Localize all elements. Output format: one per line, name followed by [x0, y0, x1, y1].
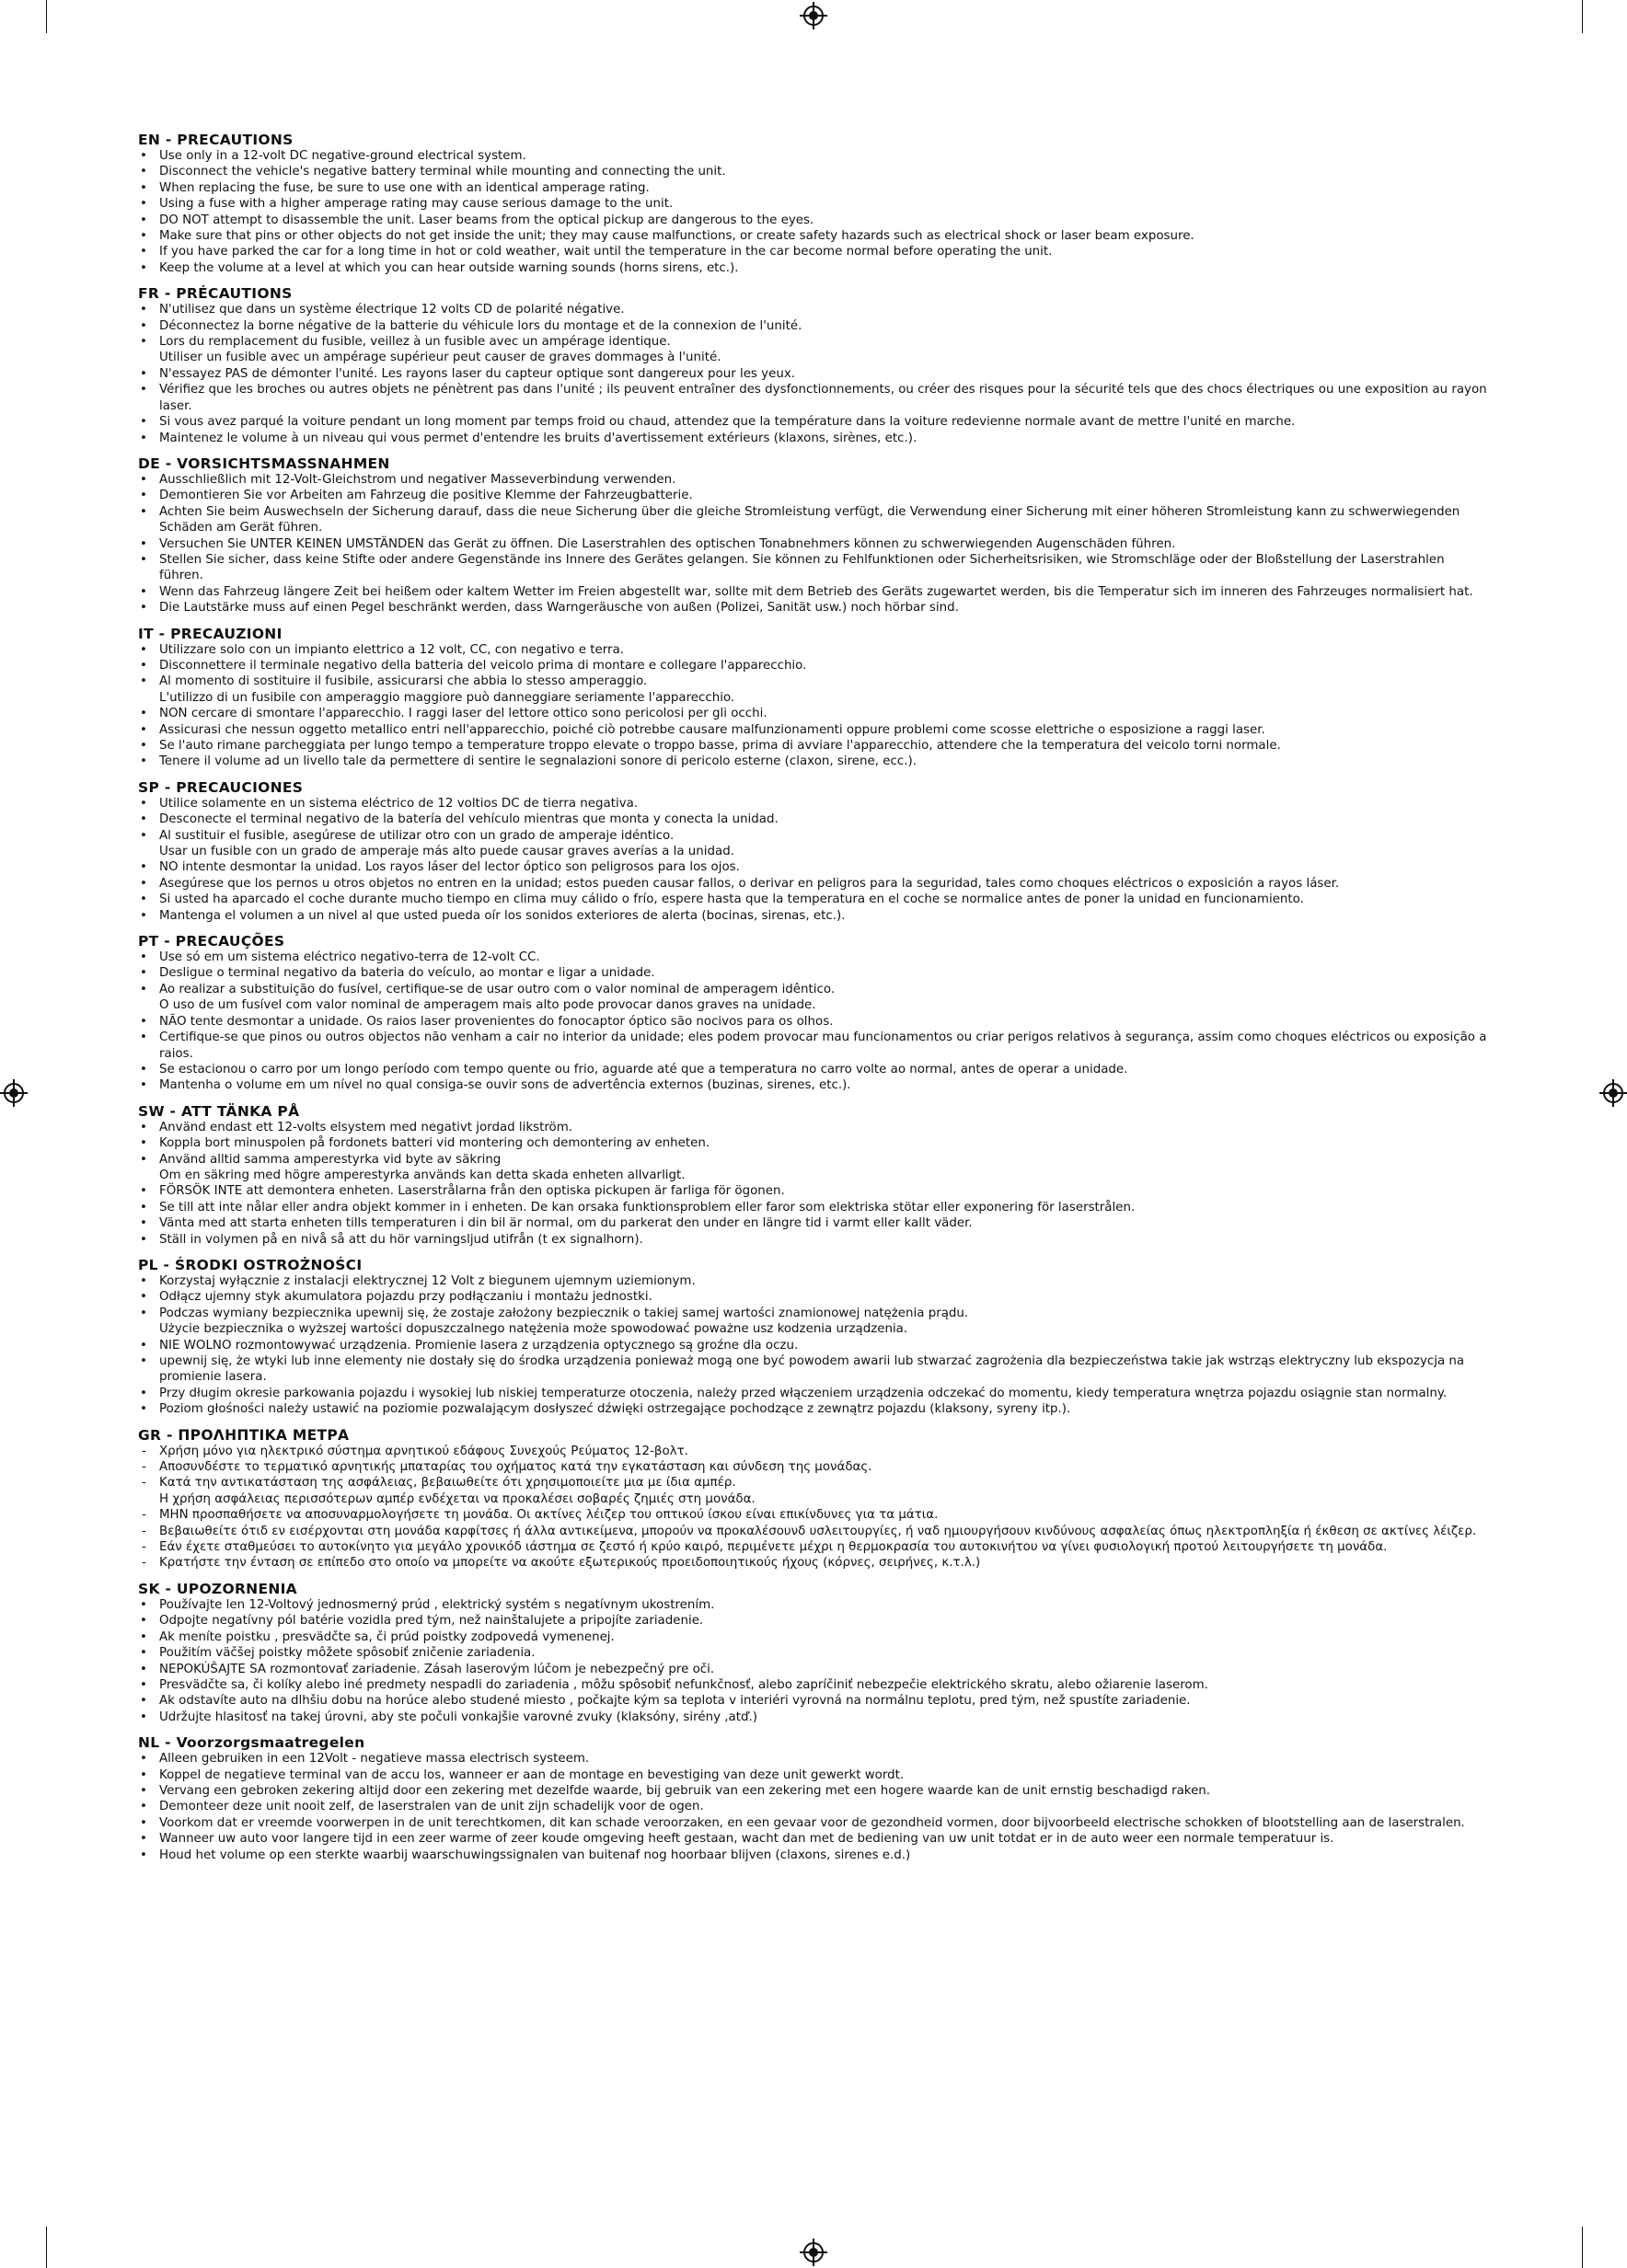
section-heading: SK - UPOZORNENIA: [138, 1580, 297, 1597]
precaution-list: [138, 1273, 1489, 1418]
section-heading: FR - PRÉCAUTIONS: [138, 285, 293, 303]
list-item: • Vänta med att starta enheten tills temperaturen i din bil är normal, om du parkerat den under en längre tid i varmt eller kallt väder.: [138, 1215, 1489, 1231]
list-item: • Ak meníte poistku , presvädčte sa, či prúd poistky zodpovedá vymenenej.: [138, 1629, 1489, 1645]
list-item: • Lors du remplacement du fusible, veillez à un fusible avec un ampérage identique.: [138, 334, 1489, 350]
list-item: • Maintenez le volume à un niveau qui vous permet d'entendre les bruits d'avertissement extérieurs (klaxons, sirènes, etc.).: [138, 431, 1489, 446]
list-item: • Die Lautstärke muss auf einen Pegel beschränkt werden, dass Warngeräusche von außen (Polizei, Sanität usw.) noch hörbar sind.: [138, 600, 1489, 616]
list-item: • NO intente desmontar la unidad. Los rayos láser del lector óptico son peligrosos para los ojos.: [138, 859, 1489, 875]
list-item: • Použitím väčšej poistky môžete spôsobiť zničenie zariadenia.: [138, 1645, 1489, 1661]
crop-mark-bottom-right: [1582, 2227, 1583, 2268]
list-item: • Demontieren Sie vor Arbeiten am Fahrzeug die positive Klemme der Fahrzeugbatterie.: [138, 488, 1489, 503]
list-item: • Mantenga el volumen a un nivel al que usted pueda oír los sonidos exteriores de alerta (bocinas, sirenas, etc.).: [138, 908, 1489, 924]
list-item: • Ak odstavíte auto na dlhšiu dobu na horúce alebo studené miesto , počkajte kým sa teplota v interiéri vyrovná na normálnu teplotu, pred tým, než spustíte zariadenie.: [138, 1693, 1489, 1709]
list-item-continuation: L'utilizzo di un fusibile con amperaggio maggiore può danneggiare seriamente l'apparecchio.: [159, 690, 735, 705]
list-item: • Keep the volume at a level at which you can hear outside warning sounds (horns sirens, etc.).: [138, 260, 1489, 276]
list-item: • Podczas wymiany bezpiecznika upewnij się, że zostaje założony bezpiecznik o takiej samej wartości znamionowej natężenia prądu.: [138, 1306, 1489, 1321]
section-heading: PL - ŚRODKI OSTROŻNOŚCI: [138, 1256, 363, 1273]
list-item: • Utilizzare solo con un impianto elettrico a 12 volt, CC, con negativo e terra.: [138, 642, 1489, 658]
list-item-continuation: Użycie bezpiecznika o wyższej wartości dopuszczalnego natężenia może spowodować poważne usz kodzenia urządzenia.: [159, 1322, 908, 1337]
list-item: • Desligue o terminal negativo da bateria do veículo, ao montar e ligar a unidade.: [138, 965, 1489, 981]
section-heading: EN - PRECAUTIONS: [138, 132, 294, 148]
list-item: • Assicurasi che nessun oggetto metallico entri nell'apparecchio, poiché ciò potrebbe causare malfunzionamenti oppure problemi come scosse elettriche o esposizione a raggi laser.: [138, 722, 1489, 738]
list-item: • Använd endast ett 12-volts elsystem med negativt jordad likström.: [138, 1120, 1489, 1135]
section-heading: SW - ATT TÄNKA PÅ: [138, 1102, 300, 1120]
list-item: • Koppel de negatieve terminal van de accu los, wanneer er aan de montage en bevestiging van deze unit gewerkt wordt.: [138, 1767, 1489, 1783]
section-sw: [138, 1103, 1489, 1248]
list-item: • Se l'auto rimane parcheggiata per lungo tempo a temperature troppo elevate o troppo basse, prima di avviare l'apparecchio, attendere che la temperatura del veicolo torni normale.: [138, 738, 1489, 754]
list-item: • Ställ in volymen på en nivå så att du hör varningsljud utifrån (t ex signalhorn).: [138, 1232, 1489, 1248]
list-item: • NEPOKÚŠAJTE SA rozmontovať zariadenie. Zásah laserovým lúčom je nebezpečný pre oči.: [138, 1662, 1489, 1677]
list-item: • FÖRSÖK INTE att demontera enheten. Laserstrålarna från den optiska pickupen är farliga för ögonen.: [138, 1183, 1489, 1199]
list-item: • Používajte len 12-Voltový jednosmerný prúd , elektrický systém s negatívnym ukostrením.: [138, 1597, 1489, 1613]
section-fr: [138, 285, 1489, 446]
list-item-continuation: Usar un fusible con un grado de amperaje más alto puede causar graves averías a la unidad.: [159, 845, 734, 859]
list-item: • Korzystaj wyłącznie z instalacji elektrycznej 12 Volt z biegunem ujemnym uziemionym.: [138, 1273, 1489, 1289]
registration-mark-bottom-icon: [803, 2242, 824, 2262]
list-item: • NON cercare di smontare l'apparecchio. I raggi laser del lettore ottico sono pericolosi per gli occhi.: [138, 706, 1489, 721]
list-item: • Przy długim okresie parkowania pojazdu i wysokiej lub niskiej temperaturze otoczenia, należy przed włączeniem urządzenia odczekać do momentu, kiedy temperatura wnętrza pojazdu osiągnie stan normalny.: [138, 1386, 1489, 1401]
list-item: • If you have parked the car for a long time in hot or cold weather, wait until the temperature in the car become normal before operating the unit.: [138, 244, 1489, 259]
list-item: • Wenn das Fahrzeug längere Zeit bei heißem oder kaltem Wetter im Freien abgestellt war, sollte mit dem Betrieb des Geräts zugewartet werden, bis die Temperatur sich im inneren des Fahrzeuges normalisiert hat.: [138, 584, 1489, 600]
list-item: • Houd het volume op een sterkte waarbij waarschuwingssignalen van buitenaf nog hoorbaar blijven (claxons, sirenes e.d.): [138, 1848, 1489, 1863]
precaution-list: [138, 472, 1489, 616]
list-item: • Mantenha o volume em um nível no qual consiga-se ouvir sons de advertência externos (buzinas, sirenes, etc.).: [138, 1077, 1489, 1093]
list-item: • NIE WOLNO rozmontowywać urządzenia. Promienie lasera z urządzenia optycznego są groźne dla oczu.: [138, 1338, 1489, 1353]
precaution-list: [138, 642, 1489, 770]
list-item: • Al sustituir el fusible, asegúrese de utilizar otro con un grado de amperaje idéntico.: [138, 828, 1489, 844]
precaution-list: [138, 148, 1489, 276]
list-item: • Alleen gebruiken in een 12Volt - negatieve massa electrisch systeem.: [138, 1751, 1489, 1767]
section-de: [138, 455, 1489, 616]
section-heading: NL - Voorzorgsmaatregelen: [138, 1734, 365, 1752]
list-item: • Si vous avez parqué la voiture pendant un long moment par temps froid ou chaud, attendez que la température dans la voiture redevienne normale avant de mettre l'unité en marche.: [138, 414, 1489, 430]
list-item: • N'essayez PAS de démonter l'unité. Les rayons laser du capteur optique sont dangereux pour les yeux.: [138, 366, 1489, 382]
list-item-continuation: O uso de um fusível com valor nominal de amperagem mais alto pode provocar danos graves na unidade.: [159, 998, 816, 1013]
list-item: • Disconnect the vehicle's negative battery terminal while mounting and connecting the unit.: [138, 164, 1489, 179]
list-item: • Odłącz ujemny styk akumulatora pojazdu przy podłączaniu i montażu jednostki.: [138, 1289, 1489, 1305]
list-item-continuation: Utiliser un fusible avec un ampérage supérieur peut causer de graves dommages à l'unité.: [159, 351, 721, 365]
list-item-continuation: Η χρήση ασφάλειας περισσότερων αμπέρ ενδέχεται να προκαλέσει σοβαρές ζημιές στη μονάδα.: [159, 1491, 756, 1506]
section-sp: [138, 779, 1489, 924]
section-heading: SP - PRECAUCIONES: [138, 778, 304, 796]
section-it: [138, 626, 1489, 770]
list-item: • Vérifiez que les broches ou autres objets ne pénètrent pas dans l'unité ; ils peuvent entraîner des dysfonctionnements, ou créer des risques pour la sécurité tels que des chocs électriques ou une exposition au rayon laser.: [138, 382, 1489, 414]
section-heading: DE - VORSICHTSMASSNAHMEN: [138, 455, 390, 472]
crop-mark-top-left: [46, 0, 47, 33]
registration-mark-top-icon: [803, 6, 824, 26]
list-item: • Koppla bort minuspolen på fordonets batteri vid montering och demontering av enheten.: [138, 1135, 1489, 1151]
list-item: • Voorkom dat er vreemde voorwerpen in de unit terechtkomen, dit kan schade veroorzaken, en een gevaar voor de gezondheid vormen, door bijvoorbeeld electrische schokken of blootstelling aan de laserstralen.: [138, 1815, 1489, 1831]
list-item: • Använd alltid samma amperestyrka vid byte av säkring: [138, 1152, 1489, 1168]
list-item: - Βεβαιωθείτε ότιδ εν εισέρχονται στη μονάδα καρφίτσες ή άλλα αντικείμενα, μπορούν να προκαλέσουνδ υσλειτουργίες, ή ναδ ημιουργήσουν κινδύνους ασφαλείας όπως ηλεκτροπληξία ή έκθεση σε ακτίνες λέιζερ.: [138, 1524, 1489, 1539]
crop-mark-bottom-left: [46, 2227, 47, 2268]
precaution-list: [138, 796, 1489, 924]
list-item: • N'utilisez que dans un système électrique 12 volts CD de polarité négative.: [138, 302, 1489, 317]
list-item: • Si usted ha aparcado el coche durante mucho tiempo en clima muy cálido o frío, espere hasta que la temperatura en el coche se normalice antes de poner la unidad en funcionamiento.: [138, 892, 1489, 907]
list-item: • Odpojte negatívny pól batérie vozidla pred tým, než nainštalujete a pripojíte zariadenie.: [138, 1613, 1489, 1629]
crop-mark-top-right: [1582, 0, 1583, 33]
list-item: • Poziom głośności należy ustawić na poziomie pozwalającym dosłyszeć dźwięki ostrzegające pochodzące z zewnątrz pojazdu (klaksony, syreny itp.).: [138, 1401, 1489, 1417]
section-heading: GR - ΠΡΟΛΗΠΤΙΚΑ ΜΕΤΡΑ: [138, 1426, 350, 1444]
section-heading: IT - PRECAUZIONI: [138, 625, 283, 642]
list-item: • Wanneer uw auto voor langere tijd in een zeer warme of zeer koude omgeving heeft gestaan, wacht dan met de bediening van uw unit totdat er in de auto weer een normale temperatuur is.: [138, 1831, 1489, 1847]
registration-mark-left-icon: [4, 1083, 24, 1103]
list-item: • Se estacionou o carro por um longo período com tempo quente ou frio, aguarde até que a temperatura no carro volte ao normal, antes de operar a unidade.: [138, 1062, 1489, 1077]
list-item: • Al momento di sostituire il fusibile, assicurarsi che abbia lo stesso amperaggio.: [138, 673, 1489, 689]
list-item: • Using a fuse with a higher amperage rating may cause serious damage to the unit.: [138, 196, 1489, 212]
list-item: • Achten Sie beim Auswechseln der Sicherung darauf, dass die neue Sicherung über die gleiche Stromleistung verfügt, die Verwendung einer Sicherung mit einer höheren Stromleistung kann zu schwerwiegenden Schäden am Gerät führen.: [138, 504, 1489, 536]
list-item: • Se till att inte nålar eller andra objekt kommer in i enheten. De kan orsaka funktionsproblem eller faror som elektriska stötar eller exponering för laserstrålen.: [138, 1200, 1489, 1215]
section-pt: [138, 933, 1489, 1094]
list-item: • Presvädčte sa, či kolíky alebo iné predmety nespadli do zariadenia , môžu spôsobiť nefunkčnosť, alebo zapríčiniť nebezpečie elektrického skratu, alebo ožiarenie laserom.: [138, 1677, 1489, 1693]
list-item: • DO NOT attempt to disassemble the unit. Laser beams from the optical pickup are dangerous to the eyes.: [138, 213, 1489, 228]
section-nl: [138, 1734, 1489, 1863]
list-item: • Stellen Sie sicher, dass keine Stifte oder andere Gegenstände ins Innere des Gerätes gelangen. Sie können zu Fehlfunktionen oder Sicherheitsrisiken, wie Stromschläge oder der Bloßstellung der Laserstrahlen führen.: [138, 552, 1489, 584]
section-heading: PT - PRECAUÇÕES: [138, 933, 285, 950]
list-item: - Κρατήστε την ένταση σε επίπεδο στο οποίο να μπορείτε να ακούτε εξωτερικούς προειδοποιητικούς ήχους (κόρνες, σειρήνες, κ.τ.λ.): [138, 1555, 1489, 1571]
section-en: [138, 132, 1489, 276]
list-item: • Utilice solamente en un sistema eléctrico de 12 voltios DC de tierra negativa.: [138, 796, 1489, 812]
section-pl: [138, 1257, 1489, 1418]
section-sk: [138, 1581, 1489, 1725]
section-gr: [138, 1427, 1489, 1571]
list-item: • Asegúrese que los pernos u otros objetos no entren en la unidad; estos pueden causar fallos, o derivar en peligros para la seguridad, tales como choques eléctricos o exposición a rayos láser.: [138, 876, 1489, 892]
list-item: • Certifique-se que pinos ou outros objectos não venham a cair no interior da unidade; eles podem provocar mau funcionamentos ou criar perigos relativos à segurança, assim como choques eléctricos ou exposição a raios.: [138, 1030, 1489, 1062]
list-item: • Use só em um sistema eléctrico negativo-terra de 12-volt CC.: [138, 950, 1489, 965]
list-item: • Ausschließlich mit 12-Volt-Gleichstrom und negativer Masseverbindung verwenden.: [138, 472, 1489, 488]
list-item: • Desconecte el terminal negativo de la batería del vehículo mientras que monta y conecta la unidad.: [138, 812, 1489, 827]
precaution-list: [138, 950, 1489, 1094]
precautions-document: [138, 132, 1489, 1872]
precaution-list: [138, 1597, 1489, 1725]
list-item: • Versuchen Sie UNTER KEINEN UMSTÄNDEN das Gerät zu öffnen. Die Laserstrahlen des optischen Tonabnehmers können zu schwerwiegenden Augenschäden führen.: [138, 536, 1489, 552]
precaution-list: [138, 1444, 1489, 1571]
list-item: - ΜΗΝ προσπαθήσετε να αποσυναρμολογήσετε τη μονάδα. Οι ακτίνες λέιζερ του οπτικού ίσκου είναι επικίνδυνες για τα μάτια.: [138, 1507, 1489, 1523]
precaution-list: [138, 1120, 1489, 1248]
list-item: • Use only in a 12-volt DC negative-ground electrical system.: [138, 148, 1489, 164]
list-item: • When replacing the fuse, be sure to use one with an identical amperage rating.: [138, 180, 1489, 196]
list-item: - Κατά την αντικατάσταση της ασφάλειας, βεβαιωθείτε ότι χρησιμοποιείτε μια με ίδια αμπέρ.: [138, 1475, 1489, 1491]
list-item: • NÃO tente desmontar a unidade. Os raios laser provenientes do fonocaptor óptico são nocivos para os olhos.: [138, 1014, 1489, 1030]
list-item: • Disconnettere il terminale negativo della batteria del veicolo prima di montare e collegare l'apparecchio.: [138, 658, 1489, 673]
list-item: - Εάν έχετε σταθμεύσει το αυτοκίνητο για μεγάλο χρονικόδ ιάστημα σε ζεστό ή κρύο καιρό, περιμένετε μέχρι η θερμοκρασία του αυτοκινήτου να γίνει φυσιολογική προτού λειτουργήσετε τη μονάδα.: [138, 1539, 1489, 1555]
list-item: • Demonteer deze unit nooit zelf, de laserstralen van de unit zijn schadelijk voor de ogen.: [138, 1799, 1489, 1814]
precaution-list: [138, 1751, 1489, 1863]
list-item-continuation: Om en säkring med högre amperestyrka används kan detta skada enheten allvarligt.: [159, 1168, 686, 1182]
list-item: - Αποσυνδέστε το τερματικό αρνητικής μπαταρίας του οχήματος κατά την εγκατάσταση και σύνδεση της μονάδας.: [138, 1459, 1489, 1475]
list-item: • Tenere il volume ad un livello tale da permettere di sentire le segnalazioni sonore di pericolo esterne (claxon, sirene, ecc.).: [138, 754, 1489, 769]
list-item: • Ao realizar a substituição do fusível, certifique-se de usar outro com o valor nominal de amperagem idêntico.: [138, 982, 1489, 997]
list-item: • Déconnectez la borne négative de la batterie du véhicule lors du montage et de la connexion de l'unité.: [138, 318, 1489, 334]
list-item: - Χρήση μόνο για ηλεκτρικό σύστημα αρνητικού εδάφους Συνεχούς Ρεύματος 12-βολτ.: [138, 1444, 1489, 1459]
list-item: • Vervang een gebroken zekering altijd door een zekering met dezelfde waarde, bij gebruik van een zekering met een hogere waarde kan de unit ernstig beschadigd raken.: [138, 1783, 1489, 1799]
precaution-list: [138, 302, 1489, 446]
list-item: • upewnij się, że wtyki lub inne elementy nie dostały się do środka urządzenia ponieważ mogą one być powodem awarii lub stwarzać zagrożenia dla bezpieczeństwa takie jak wstrząs elektryczny lub ekspozycja na promienie lasera.: [138, 1353, 1489, 1386]
registration-mark-right-icon: [1603, 1083, 1623, 1103]
list-item: • Udržujte hlasitosť na takej úrovni, aby ste počuli vonkajšie varovné zvuky (klaksóny, sirény ,atď.): [138, 1710, 1489, 1725]
list-item: • Make sure that pins or other objects do not get inside the unit; they may cause malfunctions, or create safety hazards such as electrical shock or laser beam exposure.: [138, 228, 1489, 244]
